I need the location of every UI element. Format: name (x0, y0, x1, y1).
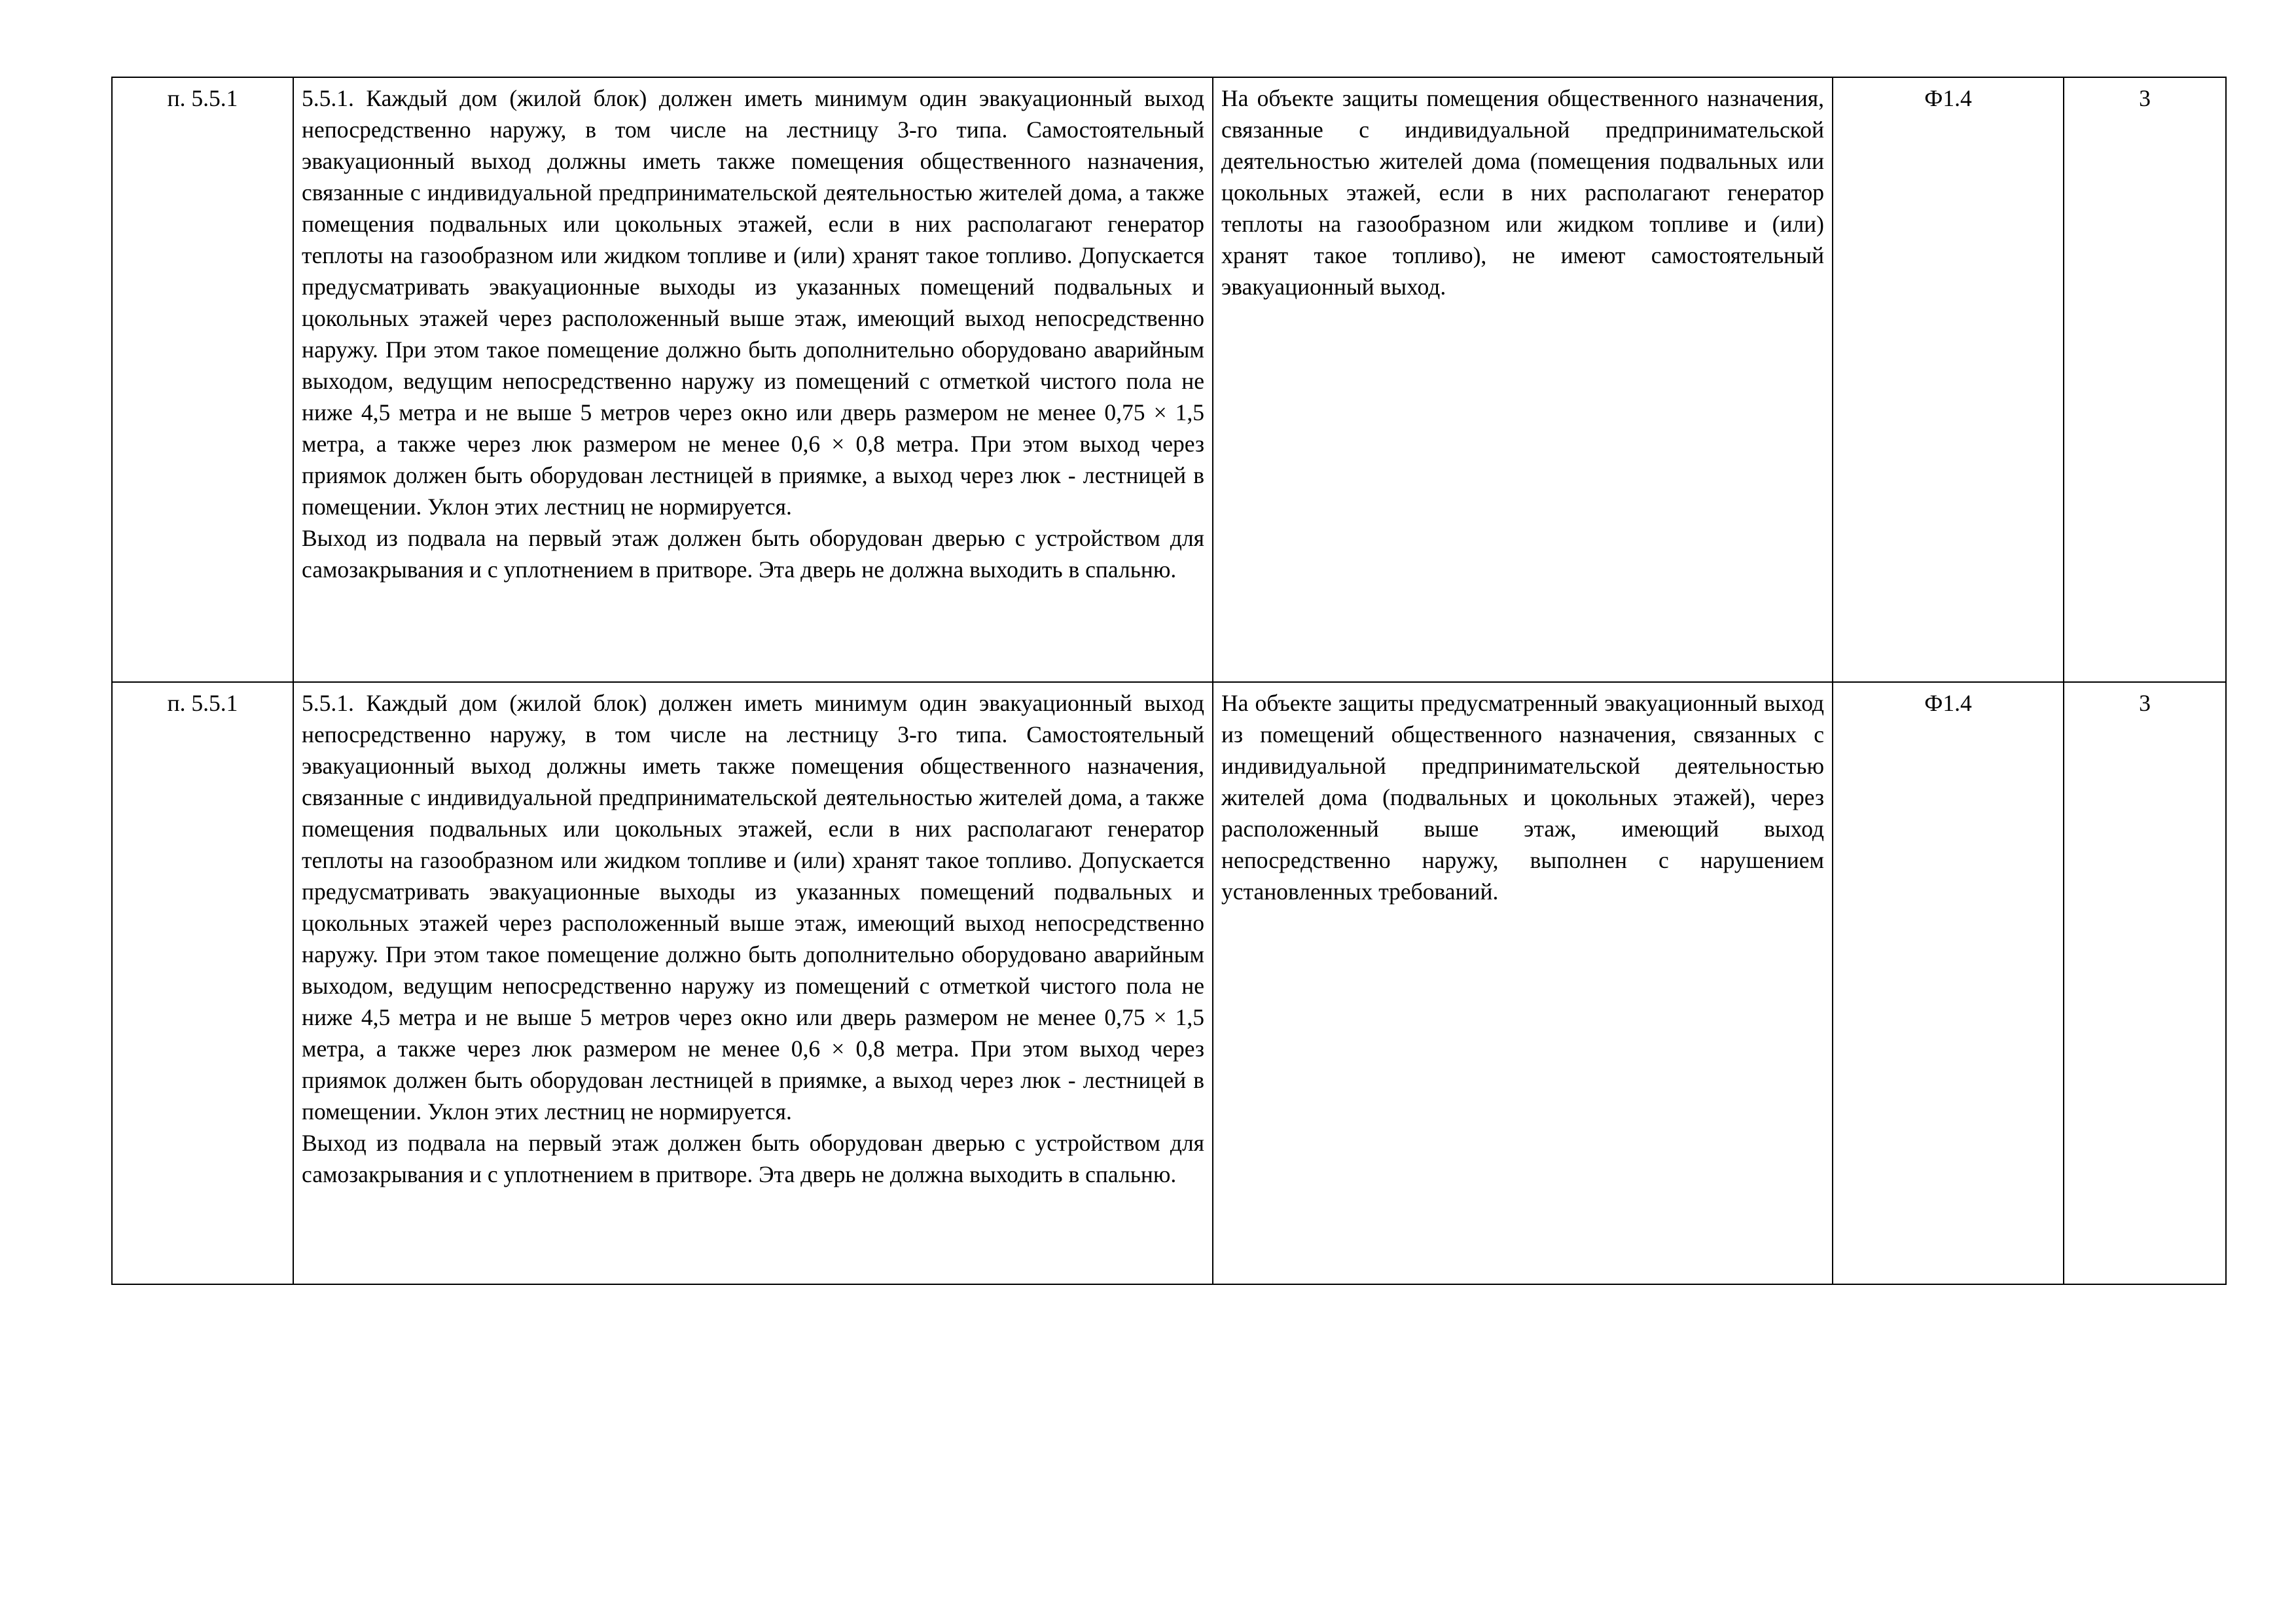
inspection-table (111, 77, 2227, 1285)
requirement-paragraph: 5.5.1. Каждый дом (жилой блок) должен иметь минимум один эвакуационный выход непосредственно наружу, в том числе на лестницу 3-го типа. Самостоятельный эвакуационный выход должны иметь также помещения общественного назначения, связанные с индивидуальной предпринимательской деятельностью жителей дома, а также помещения подвальных или цокольных этажей, если в них располагают генератор теплоты на газообразном или жидком топливе и (или) хранят такое топливо. Допускается предусматривать эвакуационные выходы из указанных помещений подвальных и цокольных этажей через расположенный выше этаж, имеющий выход непосредственно наружу. При этом такое помещение должно быть дополнительно оборудовано аварийным выходом, ведущим непосредственно наружу из помещений с отметкой чистого пола не ниже 4,5 метра и не выше 5 метров через окно или дверь размером не менее 0,75 × 1,5 метра, а также через люк размером не менее 0,6 × 0,8 метра. При этом выход через приямок должен быть оборудован лестницей в приямке, а выход через люк - лестницей в помещении. Уклон этих лестниц не нормируется. (302, 85, 1204, 520)
number-cell: 3 (2064, 682, 2226, 1284)
violation-description-cell: На объекте защиты помещения общественного назначения, связанные с индивидуальной предпринимательской деятельностью жителей дома (помещения подвальных или цокольных этажей, если в них располагают генератор теплоты на газообразном или жидком топливе и (или) хранят такое топливо), не имеют самостоятельный эвакуационный выход. (1213, 77, 1833, 682)
norm-reference-cell: п. 5.5.1 (112, 682, 293, 1284)
table-row (112, 682, 2226, 1284)
requirement-paragraph: Выход из подвала на первый этаж должен быть оборудован дверью с устройством для самозакрывания и с уплотнением в притворе. Эта дверь не должна выходить в спальню. (302, 1130, 1204, 1187)
requirement-paragraph: 5.5.1. Каждый дом (жилой блок) должен иметь минимум один эвакуационный выход непосредственно наружу, в том числе на лестницу 3-го типа. Самостоятельный эвакуационный выход должны иметь также помещения общественного назначения, связанные с индивидуальной предпринимательской деятельностью жителей дома, а также помещения подвальных или цокольных этажей, если в них располагают генератор теплоты на газообразном или жидком топливе и (или) хранят такое топливо. Допускается предусматривать эвакуационные выходы из указанных помещений подвальных и цокольных этажей через расположенный выше этаж, имеющий выход непосредственно наружу. При этом такое помещение должно быть дополнительно оборудовано аварийным выходом, ведущим непосредственно наружу из помещений с отметкой чистого пола не ниже 4,5 метра и не выше 5 метров через окно или дверь размером не менее 0,75 × 1,5 метра, а также через люк размером не менее 0,6 × 0,8 метра. При этом выход через приямок должен быть оборудован лестницей в приямке, а выход через люк - лестницей в помещении. Уклон этих лестниц не нормируется. (302, 690, 1204, 1125)
table-row (112, 77, 2226, 682)
requirement-text-cell (293, 77, 1213, 682)
number-cell: 3 (2064, 77, 2226, 682)
functional-class-cell: Ф1.4 (1833, 77, 2064, 682)
functional-class-cell: Ф1.4 (1833, 682, 2064, 1284)
norm-reference-cell: п. 5.5.1 (112, 77, 293, 682)
violation-description-cell: На объекте защиты предусматренный эвакуационный выход из помещений общественного назначения, связанных с индивидуальной предпринимательской деятельностью жителей дома (подвальных и цокольных этажей), через расположенный выше этаж, имеющий выход непосредственно наружу, выполнен с нарушением установленных требований. (1213, 682, 1833, 1284)
requirement-text-cell (293, 682, 1213, 1284)
requirement-paragraph: Выход из подвала на первый этаж должен быть оборудован дверью с устройством для самозакрывания и с уплотнением в притворе. Эта дверь не должна выходить в спальню. (302, 525, 1204, 583)
